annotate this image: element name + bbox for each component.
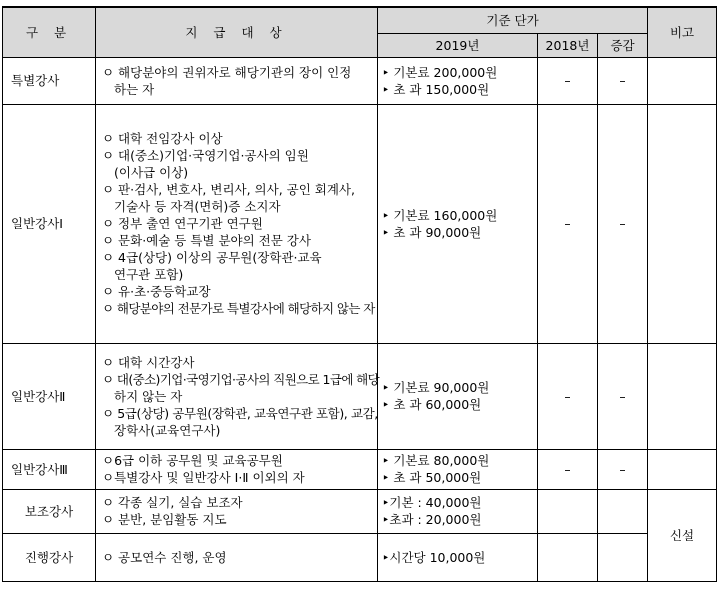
row-targets: ㅇ 해당분야의 권위자로 해당기관의 장이 인정 하는 자 bbox=[96, 57, 378, 104]
header-2018: 2018년 bbox=[538, 33, 598, 57]
row-price-2019: ‣ 기본료 160,000원 ‣ 초 과 90,000원 bbox=[378, 104, 538, 343]
row-price-2018: – bbox=[538, 449, 598, 489]
row-price-2019: ‣ 기본료 90,000원 ‣ 초 과 60,000원 bbox=[378, 343, 538, 449]
row-price-2018: – bbox=[538, 104, 598, 343]
row-note bbox=[648, 449, 717, 489]
row-price-2019: ‣기본 : 40,000원 ‣초과 : 20,000원 bbox=[378, 489, 538, 533]
row-price-2018 bbox=[538, 489, 598, 533]
table-row bbox=[3, 343, 717, 449]
row-category: 일반강사Ⅰ bbox=[3, 104, 96, 343]
row-targets: ㅇ 공모연수 진행, 운영 bbox=[96, 533, 378, 581]
row-change: – bbox=[598, 449, 648, 489]
table-row bbox=[3, 104, 717, 343]
header-change: 증감 bbox=[598, 33, 648, 57]
row-category: 특별강사 bbox=[3, 57, 96, 104]
row-change bbox=[598, 489, 648, 533]
row-price-2019: ‣ 기본료 200,000원 ‣ 초 과 150,000원 bbox=[378, 57, 538, 104]
row-targets: ㅇ 대학 전임강사 이상 ㅇ 대(중소)기업·국영기업·공사의 임원 (이사급 이상) ㅇ 판·검사, 변호사, 변리사, 의사, 공인 회계사, 기술사 등 자격(면허)증 소지자 ㅇ 정부 출연 연구기관 연구원 ㅇ 문화·예술 등 특별 분야의 전문 강사 ㅇ 4급(상당) 이상의 공무원(장학관·교육 연구관 포함) ㅇ 유·초·중등학교장 ㅇ 해당분야의 전문가로 특별강사에 해당하지 않는 자 bbox=[96, 104, 378, 343]
row-price-2018: – bbox=[538, 343, 598, 449]
row-note bbox=[648, 57, 717, 104]
row-change: – bbox=[598, 343, 648, 449]
row-price-2018 bbox=[538, 533, 598, 581]
row-change: – bbox=[598, 57, 648, 104]
row-category: 일반강사Ⅱ bbox=[3, 343, 96, 449]
row-price-2019: ‣시간당 10,000원 bbox=[378, 533, 538, 581]
row-category: 일반강사Ⅲ bbox=[3, 449, 96, 489]
row-change bbox=[598, 533, 648, 581]
header-unit-price: 기준 단가 bbox=[378, 7, 648, 33]
header-target: 지 급 대 상 bbox=[96, 7, 378, 57]
table-row bbox=[3, 533, 717, 581]
row-price-2018: – bbox=[538, 57, 598, 104]
table-row bbox=[3, 57, 717, 104]
row-targets: ㅇ6급 이하 공무원 및 교육공무원 ㅇ특별강사 및 일반강사 Ⅰ·Ⅱ 이외의 자 bbox=[96, 449, 378, 489]
row-change: – bbox=[598, 104, 648, 343]
table-row bbox=[3, 449, 717, 489]
table-row bbox=[3, 489, 717, 533]
note-new: 신설 bbox=[648, 489, 717, 581]
header-2019: 2019년 bbox=[378, 33, 538, 57]
row-targets: ㅇ 대학 시간강사 ㅇ 대(중소)기업·국영기업·공사의 직원으로 1급에 해당 하지 않는 자 ㅇ 5급(상당) 공무원(장학관, 교육연구관 포함), 교감, 장학사(교육연구사) bbox=[96, 343, 378, 449]
header-note: 비고 bbox=[648, 7, 717, 57]
row-category: 진행강사 bbox=[3, 533, 96, 581]
row-note bbox=[648, 343, 717, 449]
instructor-fee-table bbox=[2, 6, 717, 582]
header-category: 구 분 bbox=[3, 7, 96, 57]
row-note bbox=[648, 104, 717, 343]
row-price-2019: ‣ 기본료 80,000원 ‣ 초 과 50,000원 bbox=[378, 449, 538, 489]
row-category: 보조강사 bbox=[3, 489, 96, 533]
row-targets: ㅇ 각종 실기, 실습 보조자 ㅇ 분반, 분임활동 지도 bbox=[96, 489, 378, 533]
